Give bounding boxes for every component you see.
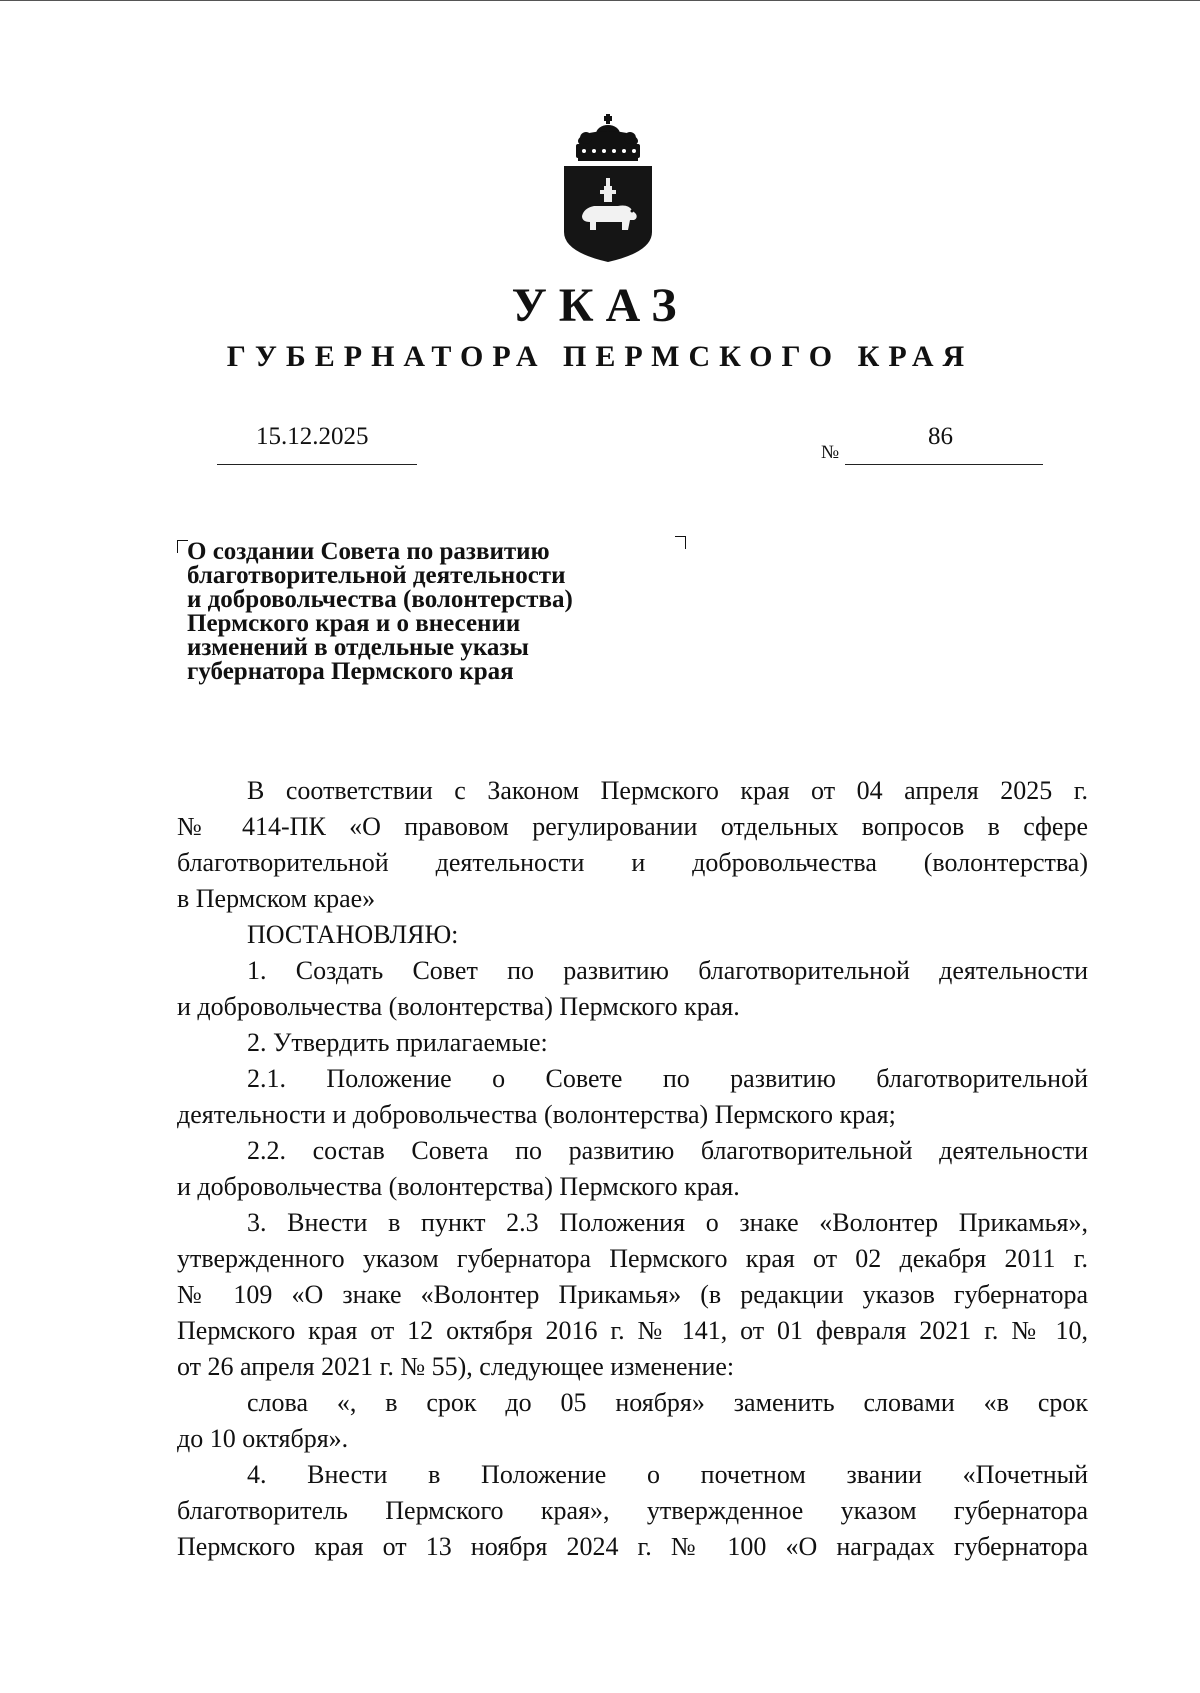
- text-line: Пермского края от 13 ноября 2024 г. № 100 «О наградах губернатора: [177, 1532, 1088, 1561]
- text-line: до 10 октября».: [177, 1424, 349, 1453]
- date-underline: [217, 464, 417, 465]
- subject-line: губернатора Пермского края: [187, 658, 514, 685]
- text-line: и добровольчества (волонтерства) Пермского края.: [177, 992, 740, 1021]
- text-line: от 26 апреля 2021 г. № 55), следующее изменение:: [177, 1352, 735, 1381]
- decree-body: [177, 773, 1088, 1565]
- paragraph-1: [177, 953, 1088, 1025]
- decree-subject: [187, 540, 707, 684]
- paragraph-2-1: [177, 1061, 1088, 1133]
- text-line: Пермского края от 12 октября 2016 г. № 141, от 01 февраля 2021 г. № 10,: [177, 1316, 1088, 1345]
- text-line: 2.2. состав Совета по развитию благотворительной деятельности: [247, 1136, 1088, 1165]
- paragraph-4: [177, 1457, 1088, 1565]
- scan-edge-line: [0, 0, 1200, 1]
- subject-line: Пермского края и о внесении: [187, 610, 521, 637]
- paragraph-3: [177, 1205, 1088, 1385]
- paragraph-2-2: [177, 1133, 1088, 1205]
- text-line: 2.1. Положение о Совете по развитию благотворительной: [247, 1064, 1088, 1093]
- document-title: УКАЗ: [511, 279, 689, 332]
- perm-krai-coat-of-arms-icon: [562, 114, 654, 264]
- number-underline: [845, 464, 1043, 465]
- document-issuer: ГУБЕРНАТОРА ПЕРМСКОГО КРАЯ: [226, 340, 974, 373]
- text-line: 3. Внести в пункт 2.3 Положения о знаке «Волонтер Прикамья»,: [247, 1208, 1088, 1237]
- text-line: В соответствии с Законом Пермского края от 04 апреля 2025 г.: [247, 776, 1088, 805]
- text-line: благотворительной деятельности и добровольчества (волонтерства): [177, 848, 1088, 877]
- text-line: благотворитель Пермского края», утвержденное указом губернатора: [177, 1496, 1088, 1525]
- decree-number: 86: [928, 423, 953, 450]
- text-line: утвержденного указом губернатора Пермского края от 02 декабря 2011 г.: [177, 1244, 1088, 1273]
- text-line: деятельности и добровольчества (волонтерства) Пермского края;: [177, 1100, 896, 1129]
- decree-date: 15.12.2025: [256, 423, 369, 450]
- subject-line: и добровольчества (волонтерства): [187, 586, 573, 613]
- subject-line: благотворительной деятельности: [187, 562, 566, 589]
- paragraph-2: 2. Утвердить прилагаемые:: [247, 1028, 548, 1057]
- text-line: № 414-ПК «О правовом регулировании отдельных вопросов в сфере: [177, 812, 1088, 841]
- text-line: 4. Внести в Положение о почетном звании «Почетный: [247, 1460, 1088, 1489]
- subject-line: изменений в отдельные указы: [187, 634, 529, 661]
- number-sign: №: [821, 442, 840, 463]
- paragraph-3-amendment: [177, 1385, 1088, 1457]
- text-line: № 109 «О знаке «Волонтер Прикамья» (в редакции указов губернатора: [177, 1280, 1088, 1309]
- preamble-paragraph: [177, 773, 1088, 917]
- text-line: слова «, в срок до 05 ноября» заменить словами «в срок: [247, 1388, 1088, 1417]
- decree-word: ПОСТАНОВЛЯЮ:: [247, 920, 459, 949]
- subject-line: О создании Совета по развитию: [187, 538, 550, 565]
- text-line: 1. Создать Совет по развитию благотворительной деятельности: [247, 956, 1088, 985]
- text-line: и добровольчества (волонтерства) Пермского края.: [177, 1172, 740, 1201]
- text-line: в Пермском крае»: [177, 884, 376, 913]
